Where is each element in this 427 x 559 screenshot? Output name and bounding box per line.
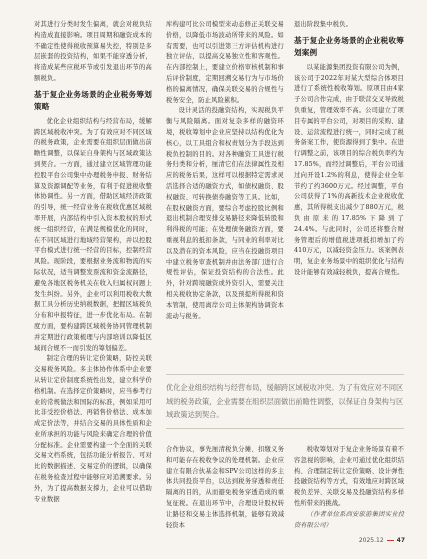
paragraph: 退出阶段集中税负。 bbox=[294, 21, 353, 28]
paragraph: 税收筹划对于复企业务场景有着不容忽视的影响，企业可通过优化组织结构、合理制定转让定价策略、设计弹性投融资结构等方式，有效地应对跨区域税负差异、关联交易及投融资结构多样性所带来的挑战。 bbox=[294, 446, 404, 507]
paragraph: 库构建可比公司模型来动态修正关联交易价格，以降低市场波动所带来的风险。如有需要，也可以引进第三方评估机构进行独立评估，以提高交易独立性和客观性。在内部控制上，要建立价格审核机制和事后评价制度，定期回溯交易行为与市场价格的偏离情况，确保关联交易的合规性与税务安全，防止风险累积。 bbox=[166, 21, 284, 104]
paragraph: 制定合理的转让定价策略，防控关联交易税务风险。多主体协作体系中企业要从转让定价制度系统性出发，建立科学价格机制。在选择定价策略时，应当参考行业的常规做法和国际的标准，例如采用可比非受控价格法、再销售价格法、成本加成定价法等，并结合交易的具体性质和企业所承担的功能与风险来确定合理的价值分配标准。企业需要构建一个全面的关联交易文档系统，包括功能分析报告、可对比的数据描述、交易定价的逻辑，以确保在税务检查过程中能够应对追溯要求。另外，为了提高数据支撑力，企业可以借助专业数据 bbox=[34, 355, 152, 503]
column-1 bbox=[34, 20, 152, 505]
paragraph: 对其进行分类时发生偏离，就会对税负结构造成直接影响。项目周期和融资成本的不确定性使得税收预算易失控，特别是多层嵌套的投资结构，如果不能穿透分析，将造成某些应税环节或引发退出环节的高额税负。 bbox=[34, 21, 152, 82]
author-affiliation: （作者单位系西安旅游集团实业投资有限公司） bbox=[294, 510, 404, 529]
column-3 bbox=[294, 20, 404, 279]
page-number: 47 bbox=[396, 537, 405, 544]
paragraph: 合作协议，事先厘清税负分摊、扣缴义务和可能存在税收争议的处理机制。企业应建立有限合伙基金和SPV公司这样的多主体共同投资平台，以达到税务穿透和责任隔离的目的，从而避免税务穿透造成的重复征税。在退出环节中，合理设计股权转让路径和交易主体选择机制，能够有效减轻资本 bbox=[166, 446, 284, 529]
section-heading: 基于复企业务场景的企业税务筹划策略 bbox=[34, 89, 152, 111]
page-footer bbox=[359, 537, 405, 544]
section-heading: 基于复企业务场景的企业税收筹划案例 bbox=[294, 35, 404, 57]
paragraph: 优化企业组织结构与经营布局，缓解跨区域税收冲突。为了有效应对不同区域的税务政策，企业需要在组织层面做出前瞻性调整，以保证自身架构与区域政策达到契合。一方面，通过建立区域管理功能控股平台公司集中办理税务申报、财务结算及资源调配等业务，有利于促进税收整体协调性。另一方面，借助区域经济政策的引导，统一经营业务在税收优惠区域税率开展，内部结构中引入资本股权的形式统一组织经营，在满足规模优化的同时，在不同区域进行地域经营架构，并以控股平台模式进行统一经营的目标，控制经营风险。现阶段，要根据业务流和物流的实际状况，适当调整发票流和资金流路径，避免各地区税务机关在收入归属权问题上发生纠纷。另外，企业可以利用税收大数据工具分析历史纳税数据，把握区域税负分布和申报特征，进一步优化布局。在制度方面，要构建跨区域税务协同管理机制并定期进行政策梳理与内部培训以降低区域间合规不一而引发的筹划偏差。 bbox=[34, 117, 152, 352]
divider-mark bbox=[387, 540, 394, 542]
paragraph: 设计灵活的投融资结构，实现税负平衡与风险隔离。面对复杂多样的融资环境，税收筹划中企业应坚持以结构优化为核心，以工具组合和权责划分为手段达到税负控制的目的。对各种融资工具进行税务归类和分析，厘清它们在法律属性及相应的税务后果，这样可以根据特定需求灵活选择合适的融资方式，如债权融资、股权融资、可转换债券融资等工具。比如，在股权融资方面，要综合考虑控股比例和退出机制合理安排交易路径来降低转股和利得税的可能；在处理债务融资方面，要重视利息的抵扣条款，与同业的利率对比以及潜在的资本风险，应当在投融资项目中建立税务审查机制并由法务部门进行合规性评估，保证投资结构的合法性。此外，针对跨境融资或外资引入，需要关注相关税收协定条款，以及预提所得税和资本管制，使用离岸公司主体架构协调资本流动与税务。 bbox=[166, 107, 284, 320]
column-2-lower bbox=[166, 445, 284, 531]
issue-date: 2025.12 bbox=[358, 537, 384, 544]
column-2 bbox=[166, 20, 284, 322]
pull-quote: 优化企业组织结构与经营布局，缓解跨区域税收冲突。为了有效应对不同区域的税务政策，企业需要在组织层面做出前瞻性调整，以保证自身架构与区域政策达到契合。 bbox=[166, 374, 404, 429]
column-3-lower bbox=[294, 445, 404, 531]
paragraph: 以某能源集团投资有限公司为例，该公司于2022年对某大型综合体项目进行了系统性税收筹划。原项目由4家子公司合作完成，由于联营交叉导致税负重复，管理效率不高。公司建立了项目专属的平台公司，对项目的采购、建设、运营流程进行统一，同时完成了税务备案工作，使资源得到了集中。在进行调整之前，该项目的综合税负率约为17.85%，而经过调整后，平台公司通过向开设1.2%的利息，使得企业全年节约了约3600万元。经过调整，平台公司获得了1%的高新技术企业税收优惠，其所得税支出减少了880万元，税负由原来的17.85%下降到了24.4%。与此同时，公司还将整合财务管理后的增值税进项抵扣增加了约410万元，以减轻资金压力。该案例表明，复企业务场景中的组织优化与结构设计能够有效减轻税负，提高合规性。 bbox=[294, 63, 404, 276]
